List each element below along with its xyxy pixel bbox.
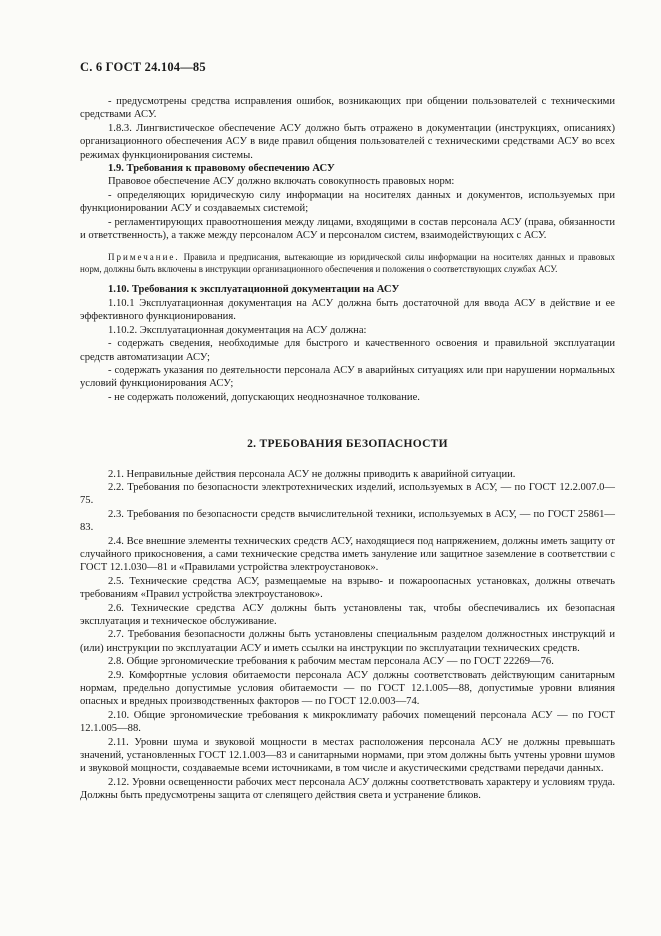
paragraph: 2.12. Уровни освещенности рабочих мест персонала АСУ должны соответствовать характеру и условиям труда. Должны быть предусмотрены защита от слепящего действия света и устранение бликов. xyxy=(80,776,615,802)
note-label: Примечание. xyxy=(108,252,180,263)
paragraph: 2.7. Требования безопасности должны быть установлены специальным разделом должностных инструкций и (или) инструкции по эксплуатации АСУ и иметь ссылки на инструкции по эксплуатации технических средств. xyxy=(80,629,615,654)
paragraph: 2.3. Требования по безопасности средств вычислительной техники, используемых в АСУ, — по ГОСТ 25861—83. xyxy=(80,508,615,534)
paragraph: 2.9. Комфортные условия обитаемости персонала АСУ должны соответствовать действующим санитарным нормам, предельно допустимые условия обитаемости — по ГОСТ 12.1.005—88, допустимые уровни влияния опасных и вредных производственных факторов — по ГОСТ 12.0.003—74. xyxy=(80,669,615,708)
document-body xyxy=(80,95,615,803)
paragraph: 2.11. Уровни шума и звуковой мощности в местах расположения персонала АСУ не должны превышать значений, установленных ГОСТ 12.1.003—83 и санитарными нормами, при этом должны быть учтены уровни шумов и звуковой мощности, создаваемые всеми источниками, в том числе и акустическими средствами передачи данных. xyxy=(80,736,615,775)
paragraph: 1.10.1 Эксплуатационная документация на АСУ должна быть достаточной для ввода АСУ в действие и ее эффективного функционирования. xyxy=(80,297,615,323)
paragraph: Правовое обеспечение АСУ должно включать совокупность правовых норм: xyxy=(108,176,455,188)
note xyxy=(80,251,615,275)
paragraph: 2.2. Требования по безопасности электротехнических изделий, используемых в АСУ, — по ГОСТ 12.2.007.0—75. xyxy=(80,481,615,507)
paragraph: - регламентирующих правоотношения между лицами, входящими в состав персонала АСУ (права, обязанности и ответственность), а также между персоналом АСУ и персоналом систем, взаимодействующих с АСУ. xyxy=(80,216,615,242)
paragraph: - содержать указания по деятельности персонала АСУ в аварийных ситуациях или при нарушении нормальных условий функционирования АСУ; xyxy=(80,364,615,390)
paragraph: - определяющих юридическую силу информации на носителях данных и документов, используемых при функционировании АСУ и создаваемых системой; xyxy=(80,189,615,215)
paragraph: - не содержать положений, допускающих неоднозначное толкование. xyxy=(108,391,420,403)
paragraph: 1.8.3. Лингвистическое обеспечение АСУ должно быть отражено в документации (инструкциях, описаниях) организационного обеспечения АСУ в виде правил общения пользователей с техническими средствами АСУ во всех режимах функционирования системы. xyxy=(80,122,615,161)
paragraph: - содержать сведения, необходимые для быстрого и качественного освоения и правильной эксплуатации средств автоматизации АСУ; xyxy=(80,338,615,363)
paragraph: 2.8. Общие эргономические требования к рабочим местам персонала АСУ — по ГОСТ 22269—76. xyxy=(108,656,554,668)
paragraph: 1.10.2. Эксплуатационная документация на АСУ должна: xyxy=(108,324,367,336)
section-title: 2. ТРЕБОВАНИЯ БЕЗОПАСНОСТИ xyxy=(247,438,448,451)
paragraph: 2.6. Технические средства АСУ должны быть установлены так, чтобы обеспечивались их безопасная эксплуатация и техническое обслуживание. xyxy=(80,602,615,627)
page-header: С. 6 ГОСТ 24.104—85 xyxy=(80,60,206,74)
subsection-heading-1-9: 1.9. Требования к правовому обеспечению АСУ xyxy=(108,163,335,175)
subsection-heading-1-10: 1.10. Требования к эксплуатационной документации на АСУ xyxy=(108,284,400,296)
paragraph: - предусмотрены средства исправления ошибок, возникающих при общении пользователей с техническими средствами АСУ. xyxy=(80,96,615,121)
note-text: Правила и предписания, вытекающие из юридической силы информации на носителях данных и правовых норм, должны быть включены в инструкции организационного обеспечения и положения о соответствующих службах АСУ. xyxy=(80,252,615,275)
paragraph: 2.5. Технические средства АСУ, размещаемые на взрыво- и пожароопасных установках, должны отвечать требованиям «Правил устройства электроустановок». xyxy=(80,575,615,601)
paragraph: 2.10. Общие эргономические требования к микроклимату рабочих помещений персонала АСУ — по ГОСТ 12.1.005—88. xyxy=(80,709,615,735)
paragraph: 2.4. Все внешние элементы технических средств АСУ, находящиеся под напряжением, должны иметь защиту от случайного прикосновения, а сами технические средства иметь зануление или защитное заземление в соответствии с ГОСТ 12.1.030—81 и «Правилами устройства электроустановок». xyxy=(80,535,615,574)
paragraph: 2.1. Неправильные действия персонала АСУ не должны приводить к аварийной ситуации. xyxy=(108,468,516,480)
